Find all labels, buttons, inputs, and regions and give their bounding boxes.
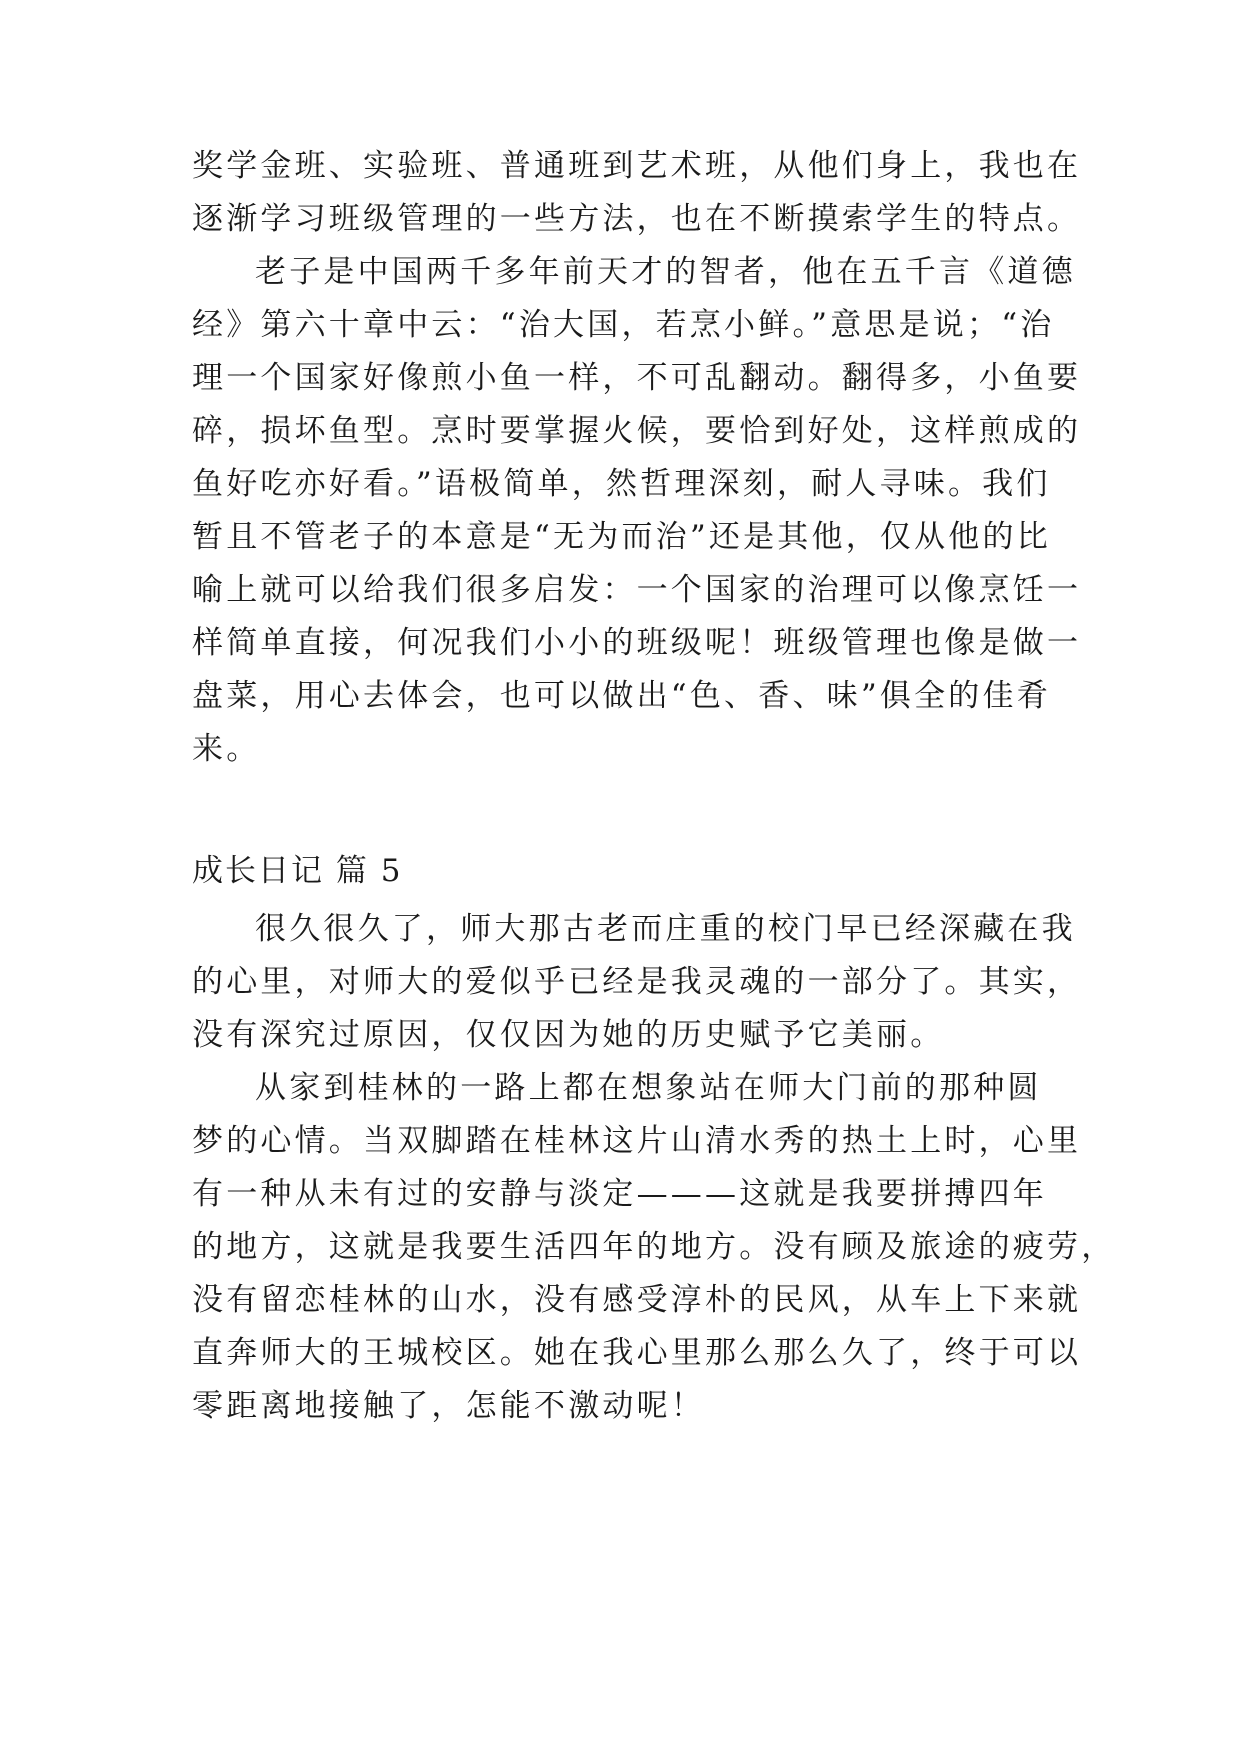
paragraph-start-line: 从家到桂林的一路上都在想象站在师大门前的那种圆 — [255, 1070, 1042, 1106]
text-line: 零距离地接触了，怎能不激动呢！ — [192, 1388, 705, 1424]
paragraph-start-line: 很久很久了，师大那古老而庄重的校门早已经深藏在我 — [255, 911, 1076, 947]
text-line: 来。 — [192, 731, 261, 767]
text-line: 样简单直接，何况我们小小的班级呢！班级管理也像是做一 — [192, 625, 1082, 661]
text-line: 理一个国家好像煎小鱼一样，不可乱翻动。翻得多，小鱼要 — [192, 360, 1082, 396]
text-line: 没有留恋桂林的山水，没有感受淳朴的民风，从车上下来就 — [192, 1282, 1082, 1318]
section-heading: 成长日记 篇 5 — [192, 853, 403, 889]
text-line: 有一种从未有过的安静与淡定———这就是我要拼搏四年 — [192, 1176, 1047, 1212]
text-line: 暂且不管老子的本意是“无为而治”还是其他，仅从他的比 — [192, 519, 1051, 555]
text-line: 逐渐学习班级管理的一些方法，也在不断摸索学生的特点。 — [192, 201, 1082, 237]
paragraph-start-line: 老子是中国两千多年前天才的智者，他在五千言《道德 — [255, 254, 1076, 290]
text-line: 盘菜，用心去体会，也可以做出“色、香、味”俱全的佳肴 — [192, 678, 1051, 714]
text-line: 经》第六十章中云：“治大国，若烹小鲜。”意思是说；“治 — [192, 307, 1055, 343]
text-line: 直奔师大的王城校区。她在我心里那么那么久了，终于可以 — [192, 1335, 1082, 1371]
text-line: 没有深究过原因，仅仅因为她的历史赋予它美丽。 — [192, 1017, 945, 1053]
text-line: 梦的心情。当双脚踏在桂林这片山清水秀的热土上时，心里 — [192, 1123, 1082, 1159]
text-line: 碎，损坏鱼型。烹时要掌握火候，要恰到好处，这样煎成的 — [192, 413, 1082, 449]
text-line: 的心里，对师大的爱似乎已经是我灵魂的一部分了。其实， — [192, 964, 1082, 1000]
text-line: 鱼好吃亦好看。”语极简单，然哲理深刻，耐人寻味。我们 — [192, 466, 1051, 502]
text-line: 奖学金班、实验班、普通班到艺术班，从他们身上，我也在 — [192, 148, 1082, 184]
text-line: 的地方，这就是我要生活四年的地方。没有顾及旅途的疲劳， — [192, 1229, 1116, 1265]
text-line: 喻上就可以给我们很多启发：一个国家的治理可以像烹饪一 — [192, 572, 1082, 608]
